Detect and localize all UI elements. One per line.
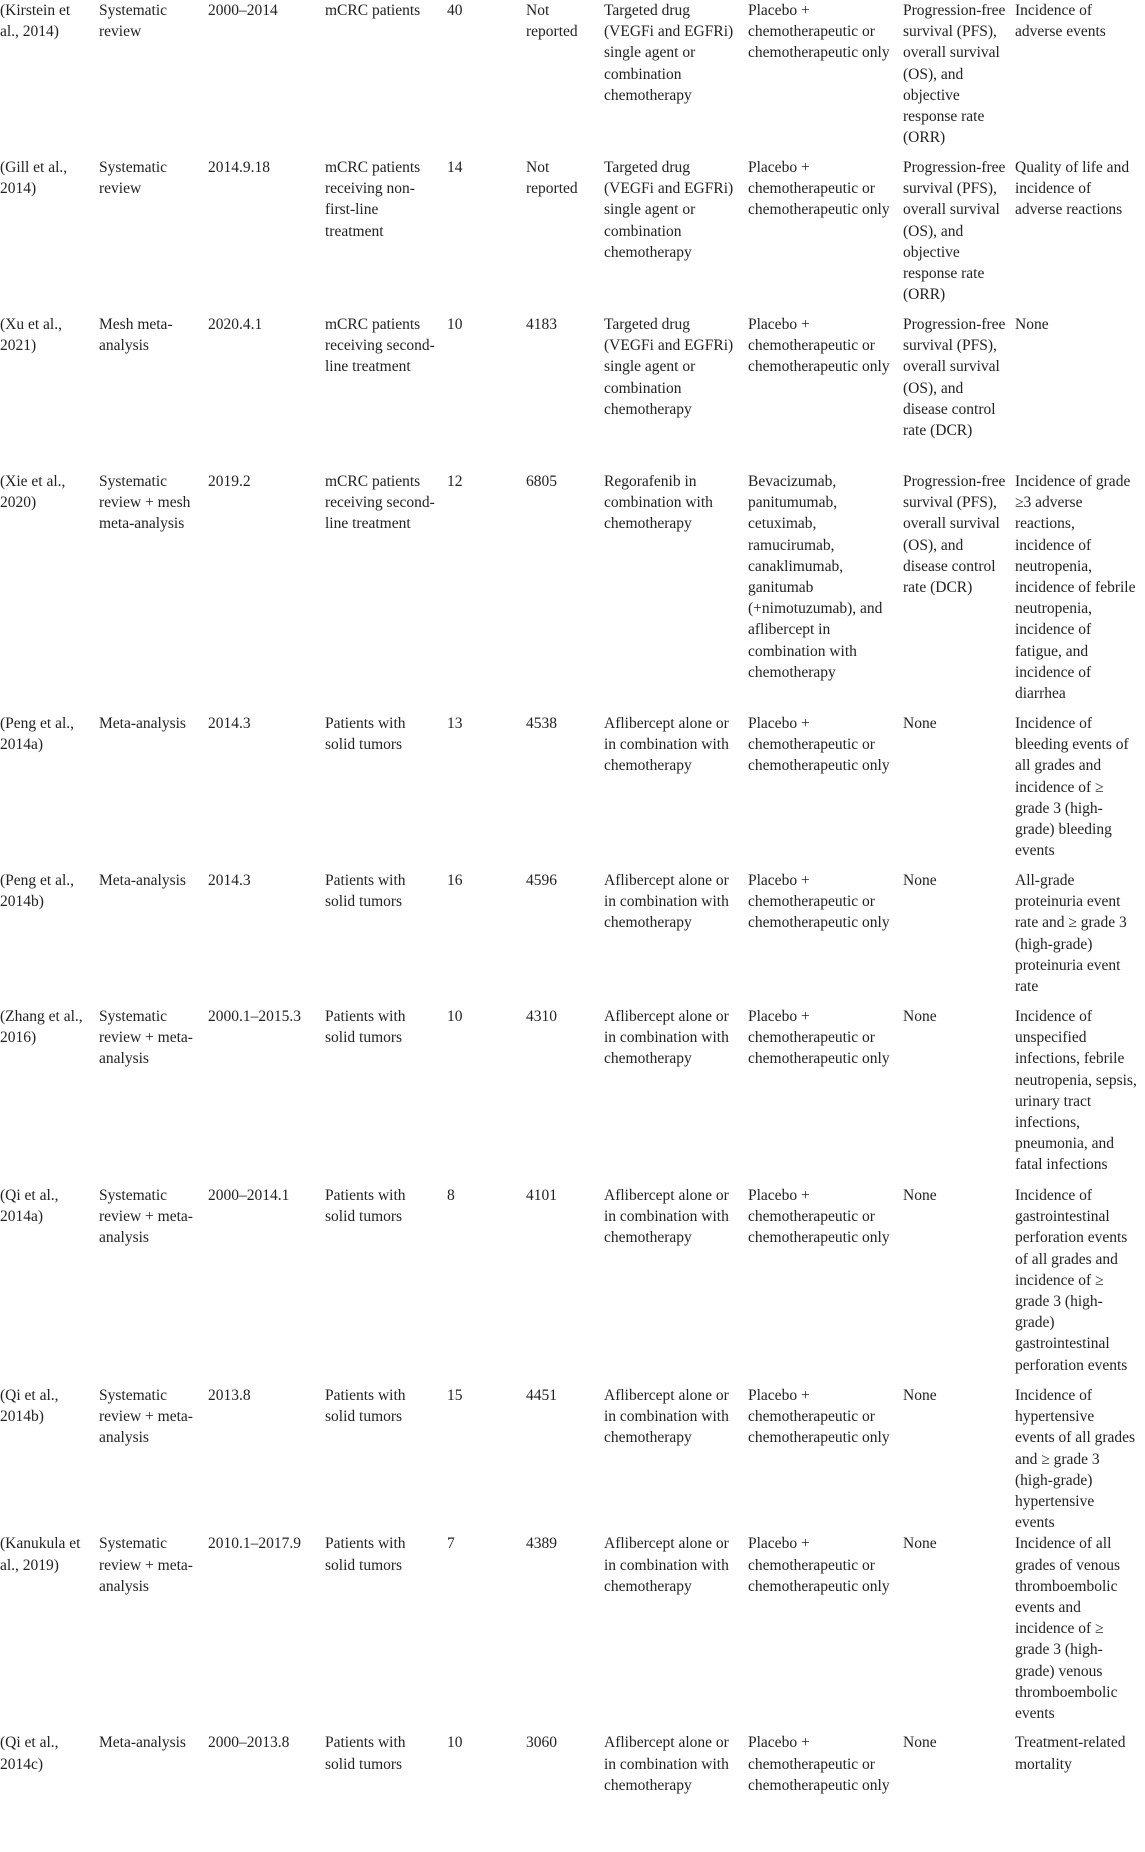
population-cell: mCRC patients receiving second-line treatment — [325, 316, 435, 376]
n-studies-cell: 8 — [447, 1187, 455, 1204]
study-cell: (Peng et al., 2014a) — [0, 715, 75, 754]
design-cell: Systematic review + meta-analysis — [99, 1187, 193, 1247]
table-row — [0, 314, 1145, 471]
intervention-cell: Aflibercept alone or in combination with chemotherapy — [604, 1387, 729, 1447]
period-cell: 2014.3 — [208, 872, 251, 889]
efficacy-cell: None — [903, 1535, 937, 1553]
control-cell: Placebo + chemotherapeutic or chemotherapeutic only — [748, 316, 890, 376]
n-studies-cell: 12 — [447, 473, 463, 490]
safety-cell: All-grade proteinuria event rate and ≥ grade 3 (high-grade) proteinuria event rate — [1015, 872, 1127, 996]
efficacy-cell: None — [903, 715, 937, 732]
n-patients-cell: 3060 — [526, 1734, 557, 1752]
table-row — [0, 870, 1145, 1006]
control-cell: Bevacizumab, panitumumab, cetuximab, ramucirumab, canaklimumab, ganitumab (+nimotuzumab), and aflibercept in combination with chemotherapy — [748, 473, 883, 681]
safety-cell: Incidence of hypertensive events of all grades and ≥ grade 3 (high-grade) hypertensive events — [1015, 1387, 1136, 1532]
efficacy-cell: Progression-free survival (PFS), overall survival (OS), and disease control rate (DCR) — [903, 473, 1006, 597]
intervention-cell: Aflibercept alone or in combination with chemotherapy — [604, 872, 729, 932]
efficacy-cell: None — [903, 1008, 937, 1025]
period-cell: 2014.9.18 — [208, 159, 270, 176]
design-cell: Meta-analysis — [99, 1734, 186, 1752]
safety-cell: None — [1015, 316, 1049, 333]
efficacy-cell: Progression-free survival (PFS), overall survival (OS), and objective response rate (ORR) — [903, 159, 1006, 304]
table-row — [0, 1385, 1145, 1533]
study-cell: (Zhang et al., 2016) — [0, 1008, 83, 1047]
study-cell: (Qi et al., 2014c) — [0, 1734, 59, 1773]
control-cell: Placebo + chemotherapeutic or chemotherapeutic only — [748, 715, 890, 775]
control-cell: Placebo + chemotherapeutic or chemotherapeutic only — [748, 159, 890, 219]
n-patients-cell: 4596 — [526, 872, 557, 889]
study-cell: (Xie et al., 2020) — [0, 473, 66, 512]
study-cell: (Peng et al., 2014b) — [0, 872, 75, 911]
intervention-cell: Aflibercept alone or in combination with chemotherapy — [604, 1734, 729, 1794]
safety-cell: Incidence of unspecified infections, febrile neutropenia, sepsis, urinary tract infections, pneumonia, and fatal infections — [1015, 1008, 1137, 1174]
population-cell: Patients with solid tumors — [325, 715, 406, 754]
efficacy-cell: None — [903, 1187, 937, 1204]
intervention-cell: Targeted drug (VEGFi and EGFRi) single agent or combination chemotherapy — [604, 2, 734, 104]
study-cell: (Xu et al., 2021) — [0, 316, 62, 355]
table-row — [0, 1533, 1145, 1732]
period-cell: 2013.8 — [208, 1387, 251, 1404]
n-patients-cell: Not reported — [526, 2, 578, 41]
n-patients-cell: 4451 — [526, 1387, 557, 1404]
intervention-cell: Aflibercept alone or in combination with chemotherapy — [604, 1535, 729, 1595]
study-cell: (Qi et al., 2014a) — [0, 1187, 59, 1226]
intervention-cell: Targeted drug (VEGFi and EGFRi) single agent or combination chemotherapy — [604, 316, 734, 418]
design-cell: Systematic review — [99, 2, 168, 41]
table-row — [0, 713, 1145, 870]
period-cell: 2000–2014.1 — [208, 1187, 290, 1204]
control-cell: Placebo + chemotherapeutic or chemotherapeutic only — [748, 1734, 890, 1794]
population-cell: Patients with solid tumors — [325, 1008, 406, 1047]
safety-cell: Quality of life and incidence of adverse reactions — [1015, 159, 1130, 219]
population-cell: Patients with solid tumors — [325, 1187, 406, 1226]
control-cell: Placebo + chemotherapeutic or chemotherapeutic only — [748, 1535, 890, 1595]
n-patients-cell: 4538 — [526, 715, 557, 732]
safety-cell: Incidence of adverse events — [1015, 2, 1106, 41]
n-patients-cell: 4101 — [526, 1187, 557, 1204]
period-cell: 2020.4.1 — [208, 316, 263, 333]
n-patients-cell: 4389 — [526, 1535, 557, 1553]
efficacy-cell: None — [903, 1734, 937, 1752]
intervention-cell: Targeted drug (VEGFi and EGFRi) single agent or combination chemotherapy — [604, 159, 734, 261]
safety-cell: Incidence of gastrointestinal perforation events of all grades and incidence of ≥ grade 3 (high-grade) gastrointestinal perforation events — [1015, 1187, 1128, 1374]
control-cell: Placebo + chemotherapeutic or chemotherapeutic only — [748, 2, 890, 62]
n-studies-cell: 15 — [447, 1387, 463, 1404]
period-cell: 2019.2 — [208, 473, 251, 490]
safety-cell: Treatment-related mortality — [1015, 1734, 1126, 1773]
design-cell: Systematic review + mesh meta-analysis — [99, 473, 191, 533]
design-cell: Meta-analysis — [99, 872, 186, 889]
n-studies-cell: 14 — [447, 159, 463, 176]
control-cell: Placebo + chemotherapeutic or chemotherapeutic only — [748, 1008, 890, 1068]
period-cell: 2014.3 — [208, 715, 251, 732]
population-cell: Patients with solid tumors — [325, 1535, 406, 1574]
design-cell: Meta-analysis — [99, 715, 186, 732]
efficacy-cell: Progression-free survival (PFS), overall survival (OS), and disease control rate (DCR) — [903, 316, 1006, 440]
n-patients-cell: Not reported — [526, 159, 578, 198]
intervention-cell: Regorafenib in combination with chemotherapy — [604, 473, 713, 533]
intervention-cell: Aflibercept alone or in combination with chemotherapy — [604, 1187, 729, 1247]
population-cell: mCRC patients receiving second-line treatment — [325, 473, 435, 533]
n-studies-cell: 13 — [447, 715, 463, 732]
study-cell: (Kirstein et al., 2014) — [0, 2, 71, 41]
efficacy-cell: Progression-free survival (PFS), overall survival (OS), and objective response rate (ORR) — [903, 2, 1006, 147]
n-patients-cell: 4310 — [526, 1008, 557, 1025]
population-cell: Patients with solid tumors — [325, 872, 406, 911]
table-row — [0, 1732, 1145, 1852]
n-studies-cell: 10 — [447, 316, 463, 333]
population-cell: mCRC patients receiving non-first-line treatment — [325, 159, 421, 240]
control-cell: Placebo + chemotherapeutic or chemotherapeutic only — [748, 1387, 890, 1447]
control-cell: Placebo + chemotherapeutic or chemotherapeutic only — [748, 1187, 890, 1247]
population-cell: Patients with solid tumors — [325, 1387, 406, 1426]
n-studies-cell: 7 — [447, 1535, 455, 1553]
study-cell: (Kanukula et al., 2019) — [0, 1535, 81, 1574]
design-cell: Systematic review + meta-analysis — [99, 1008, 193, 1068]
n-studies-cell: 10 — [447, 1734, 463, 1752]
period-cell: 2010.1–2017.9 — [208, 1535, 301, 1553]
period-cell: 2000–2014 — [208, 2, 278, 19]
study-cell: (Gill et al., 2014) — [0, 159, 68, 198]
n-studies-cell: 40 — [447, 2, 463, 19]
n-studies-cell: 10 — [447, 1008, 463, 1025]
period-cell: 2000.1–2015.3 — [208, 1008, 301, 1025]
design-cell: Mesh meta-analysis — [99, 316, 173, 355]
table-row — [0, 1006, 1145, 1185]
table-row — [0, 1185, 1145, 1385]
study-cell: (Qi et al., 2014b) — [0, 1387, 59, 1426]
efficacy-cell: None — [903, 872, 937, 889]
safety-cell: Incidence of grade ≥3 adverse reactions, incidence of neutropenia, incidence of febrile neutropenia, incidence of fatigue, and incidence of diarrhea — [1015, 473, 1136, 703]
n-studies-cell: 16 — [447, 872, 463, 889]
control-cell: Placebo + chemotherapeutic or chemotherapeutic only — [748, 872, 890, 932]
design-cell: Systematic review + meta-analysis — [99, 1535, 193, 1595]
table-row — [0, 471, 1145, 713]
table-row — [0, 157, 1145, 314]
table-row — [0, 0, 1145, 157]
population-cell: Patients with solid tumors — [325, 1734, 406, 1773]
intervention-cell: Aflibercept alone or in combination with chemotherapy — [604, 1008, 729, 1068]
population-cell: mCRC patients — [325, 2, 421, 19]
intervention-cell: Aflibercept alone or in combination with chemotherapy — [604, 715, 729, 775]
safety-cell: Incidence of bleeding events of all grades and incidence of ≥ grade 3 (high-grade) bleeding events — [1015, 715, 1129, 860]
efficacy-cell: None — [903, 1387, 937, 1404]
n-patients-cell: 4183 — [526, 316, 557, 333]
safety-cell: Incidence of all grades of venous thromboembolic events and incidence of ≥ grade 3 (high-grade) venous thromboembolic events — [1015, 1535, 1121, 1723]
design-cell: Systematic review + meta-analysis — [99, 1387, 193, 1447]
n-patients-cell: 6805 — [526, 473, 557, 490]
design-cell: Systematic review — [99, 159, 168, 198]
period-cell: 2000–2013.8 — [208, 1734, 290, 1752]
